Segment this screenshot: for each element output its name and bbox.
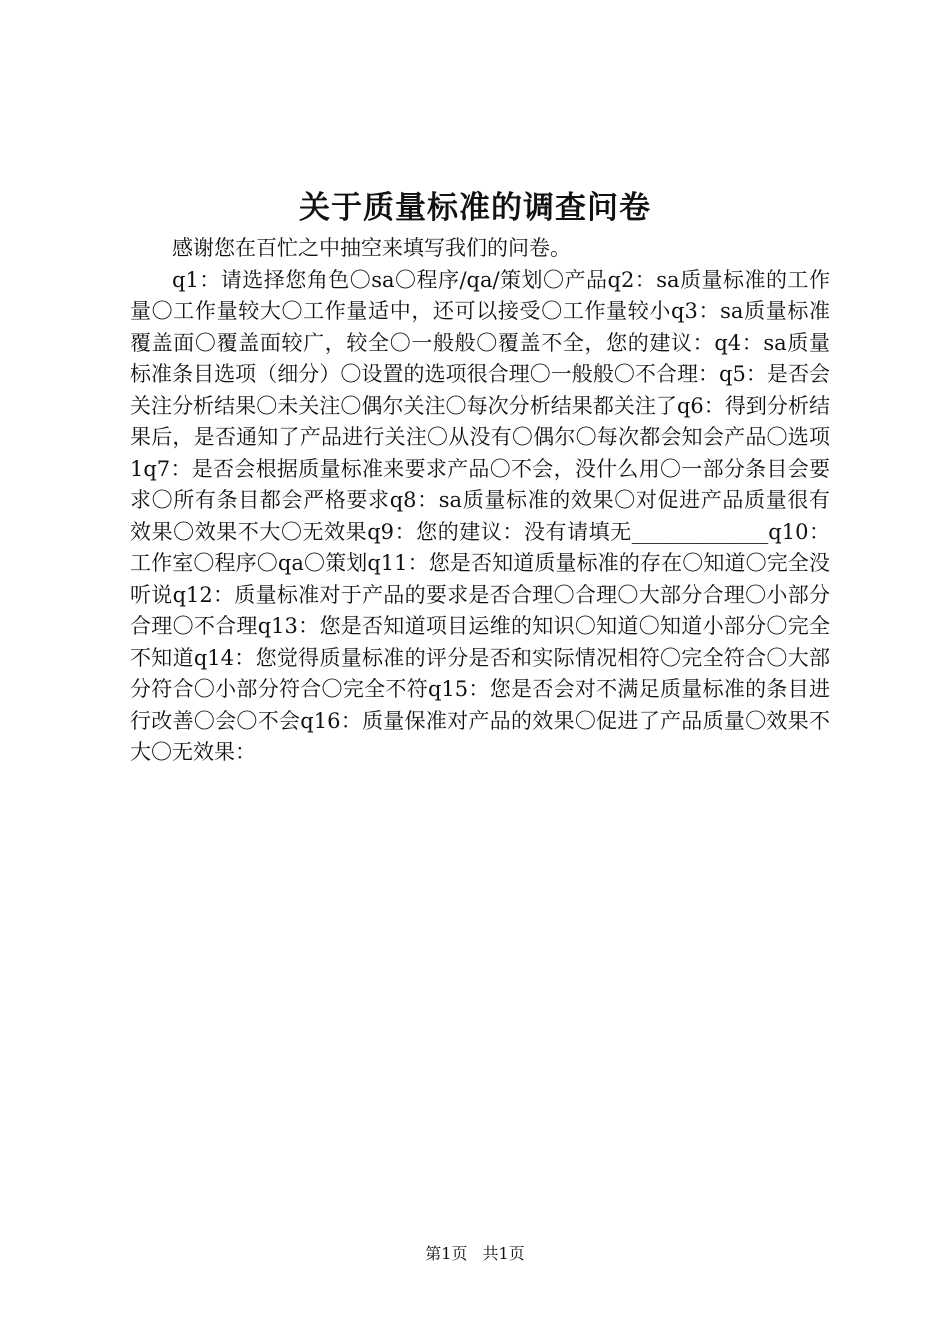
questions-paragraph: q1：请选择您角色〇sa〇程序/qa/策划〇产品q2：sa质量标准的工作量〇工作量较大〇工作量适中，还可以接受〇工作量较小q3：sa质量标准覆盖面〇覆盖面较广，较全〇一般般〇覆盖不全，您的建议：q4：sa质量标准条目选项（细分）〇设置的选项很合理〇一般般〇不合理：q5：是否会关注分析结果〇未关注〇偶尔关注〇每次分析结果都关注了q6：得到分析结果后，是否通知了产品进行关注〇从没有〇偶尔〇每次都会知会产品〇选项1q7：是否会根据质量标准来要求产品〇不会，没什么用〇一部分条目会要求〇所有条目都会严格要求q8：sa质量标准的效果〇对促进产品质量很有效果〇效果不大〇无效果q9：您的建议：没有请填无_____________q10：工作室〇程序〇qa〇策划q11：您是否知道质量标准的存在〇知道〇完全没听说q12：质量标准对于产品的要求是否合理〇合理〇大部分合理〇小部分合理〇不合理q13：您是否知道项目运维的知识〇知道〇知道小部分〇完全不知道q14：您觉得质量标准的评分是否和实际情况相符〇完全符合〇大部分符合〇小部分符合〇完全不符q15：您是否会对不满足质量标准的条目进行改善〇会〇不会q16：质量保准对产品的效果〇促进了产品质量〇效果不大〇无效果： xyxy=(130,267,830,764)
document-body xyxy=(130,233,830,769)
page-number: 第1页 xyxy=(425,1244,468,1263)
intro-paragraph: 感谢您在百忙之中抽空来填写我们的问卷。 xyxy=(172,236,571,260)
page-footer xyxy=(0,1243,950,1265)
page-total: 共1页 xyxy=(482,1244,525,1263)
document-title: 关于质量标准的调查问卷 xyxy=(299,190,651,226)
